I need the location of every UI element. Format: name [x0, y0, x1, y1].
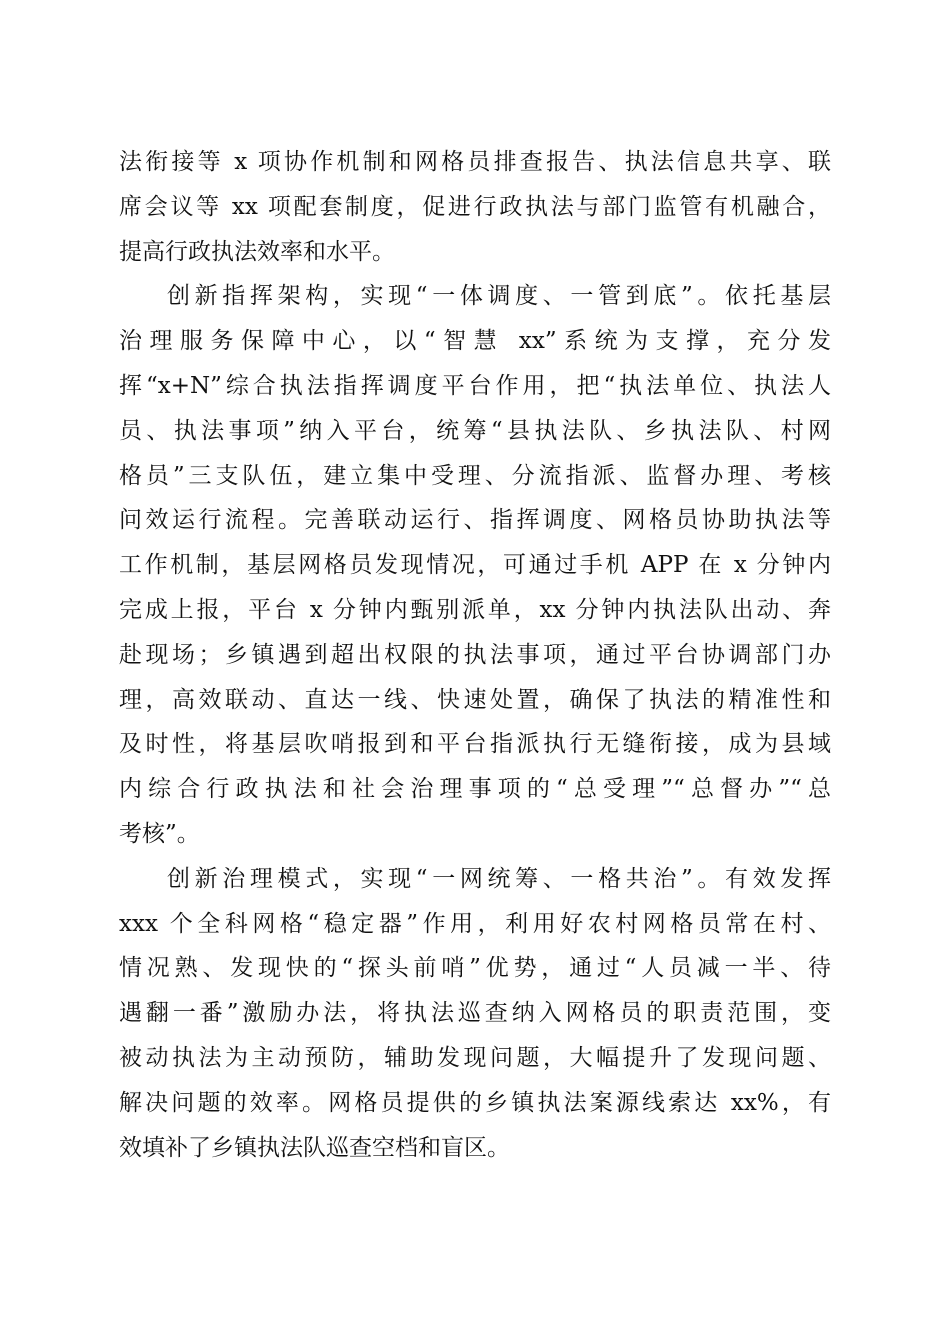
paragraph-line: 创新指挥架构，实现“一体调度、一管到底”。依托基层: [167, 283, 831, 310]
paragraph-line: 创新治理模式，实现“一网统筹、一格共治”。有效发挥: [167, 865, 831, 892]
paragraph-line: 遇翻一番”激励办法，将执法巡查纳入网格员的职责范围，变: [119, 1000, 831, 1027]
paragraph-line: 完成上报，平台 x 分钟内甄别派单，xx 分钟内执法队出动、奔: [119, 596, 831, 623]
paragraph-line: 员、执法事项”纳入平台，统筹“县执法队、乡执法队、村网: [119, 417, 831, 444]
paragraph-line: 及时性，将基层吹哨报到和平台指派执行无缝衔接，成为县域: [119, 731, 831, 758]
paragraph-line: 工作机制，基层网格员发现情况，可通过手机 APP 在 x 分钟内: [119, 552, 831, 579]
paragraph-line: 内综合行政执法和社会治理事项的“总受理”“总督办”“总: [119, 776, 831, 803]
paragraph-line: 解决问题的效率。网格员提供的乡镇执法案源线索达 xx%，有: [119, 1089, 831, 1116]
paragraph-line: 挥“x+N”综合执法指挥调度平台作用，把“执法单位、执法人: [119, 372, 831, 399]
paragraph-line: 治理服务保障中心，以“智慧 xx”系统为支撑，充分发: [119, 328, 831, 355]
paragraph-line: 赴现场；乡镇遇到超出权限的执法事项，通过平台协调部门办: [119, 641, 831, 668]
paragraph-line: 效填补了乡镇执法队巡查空档和盲区。: [119, 1134, 510, 1161]
paragraph-line: 考核”。: [119, 820, 200, 847]
paragraph-line: 情况熟、发现快的“探头前哨”优势，通过“人员减一半、待: [119, 955, 831, 982]
paragraph-line: 提高行政执法效率和水平。: [119, 238, 395, 265]
paragraph-1: [119, 140, 831, 274]
paragraph-2: [119, 274, 831, 856]
paragraph-line: xxx 个全科网格“稳定器”作用，利用好农村网格员常在村、: [119, 910, 831, 937]
document-body: [119, 140, 831, 1170]
paragraph-line: 席会议等 xx 项配套制度，促进行政执法与部门监管有机融合，: [119, 193, 831, 220]
paragraph-line: 法衔接等 x 项协作机制和网格员排查报告、执法信息共享、联: [119, 149, 831, 175]
paragraph-line: 问效运行流程。完善联动运行、指挥调度、网格员协助执法等: [119, 507, 831, 534]
paragraph-3: [119, 857, 831, 1171]
paragraph-line: 被动执法为主动预防，辅助发现问题，大幅提升了发现问题、: [119, 1044, 831, 1071]
paragraph-line: 理，高效联动、直达一线、快速处置，确保了执法的精准性和: [119, 686, 831, 713]
paragraph-line: 格员”三支队伍，建立集中受理、分流指派、监督办理、考核: [119, 462, 831, 489]
